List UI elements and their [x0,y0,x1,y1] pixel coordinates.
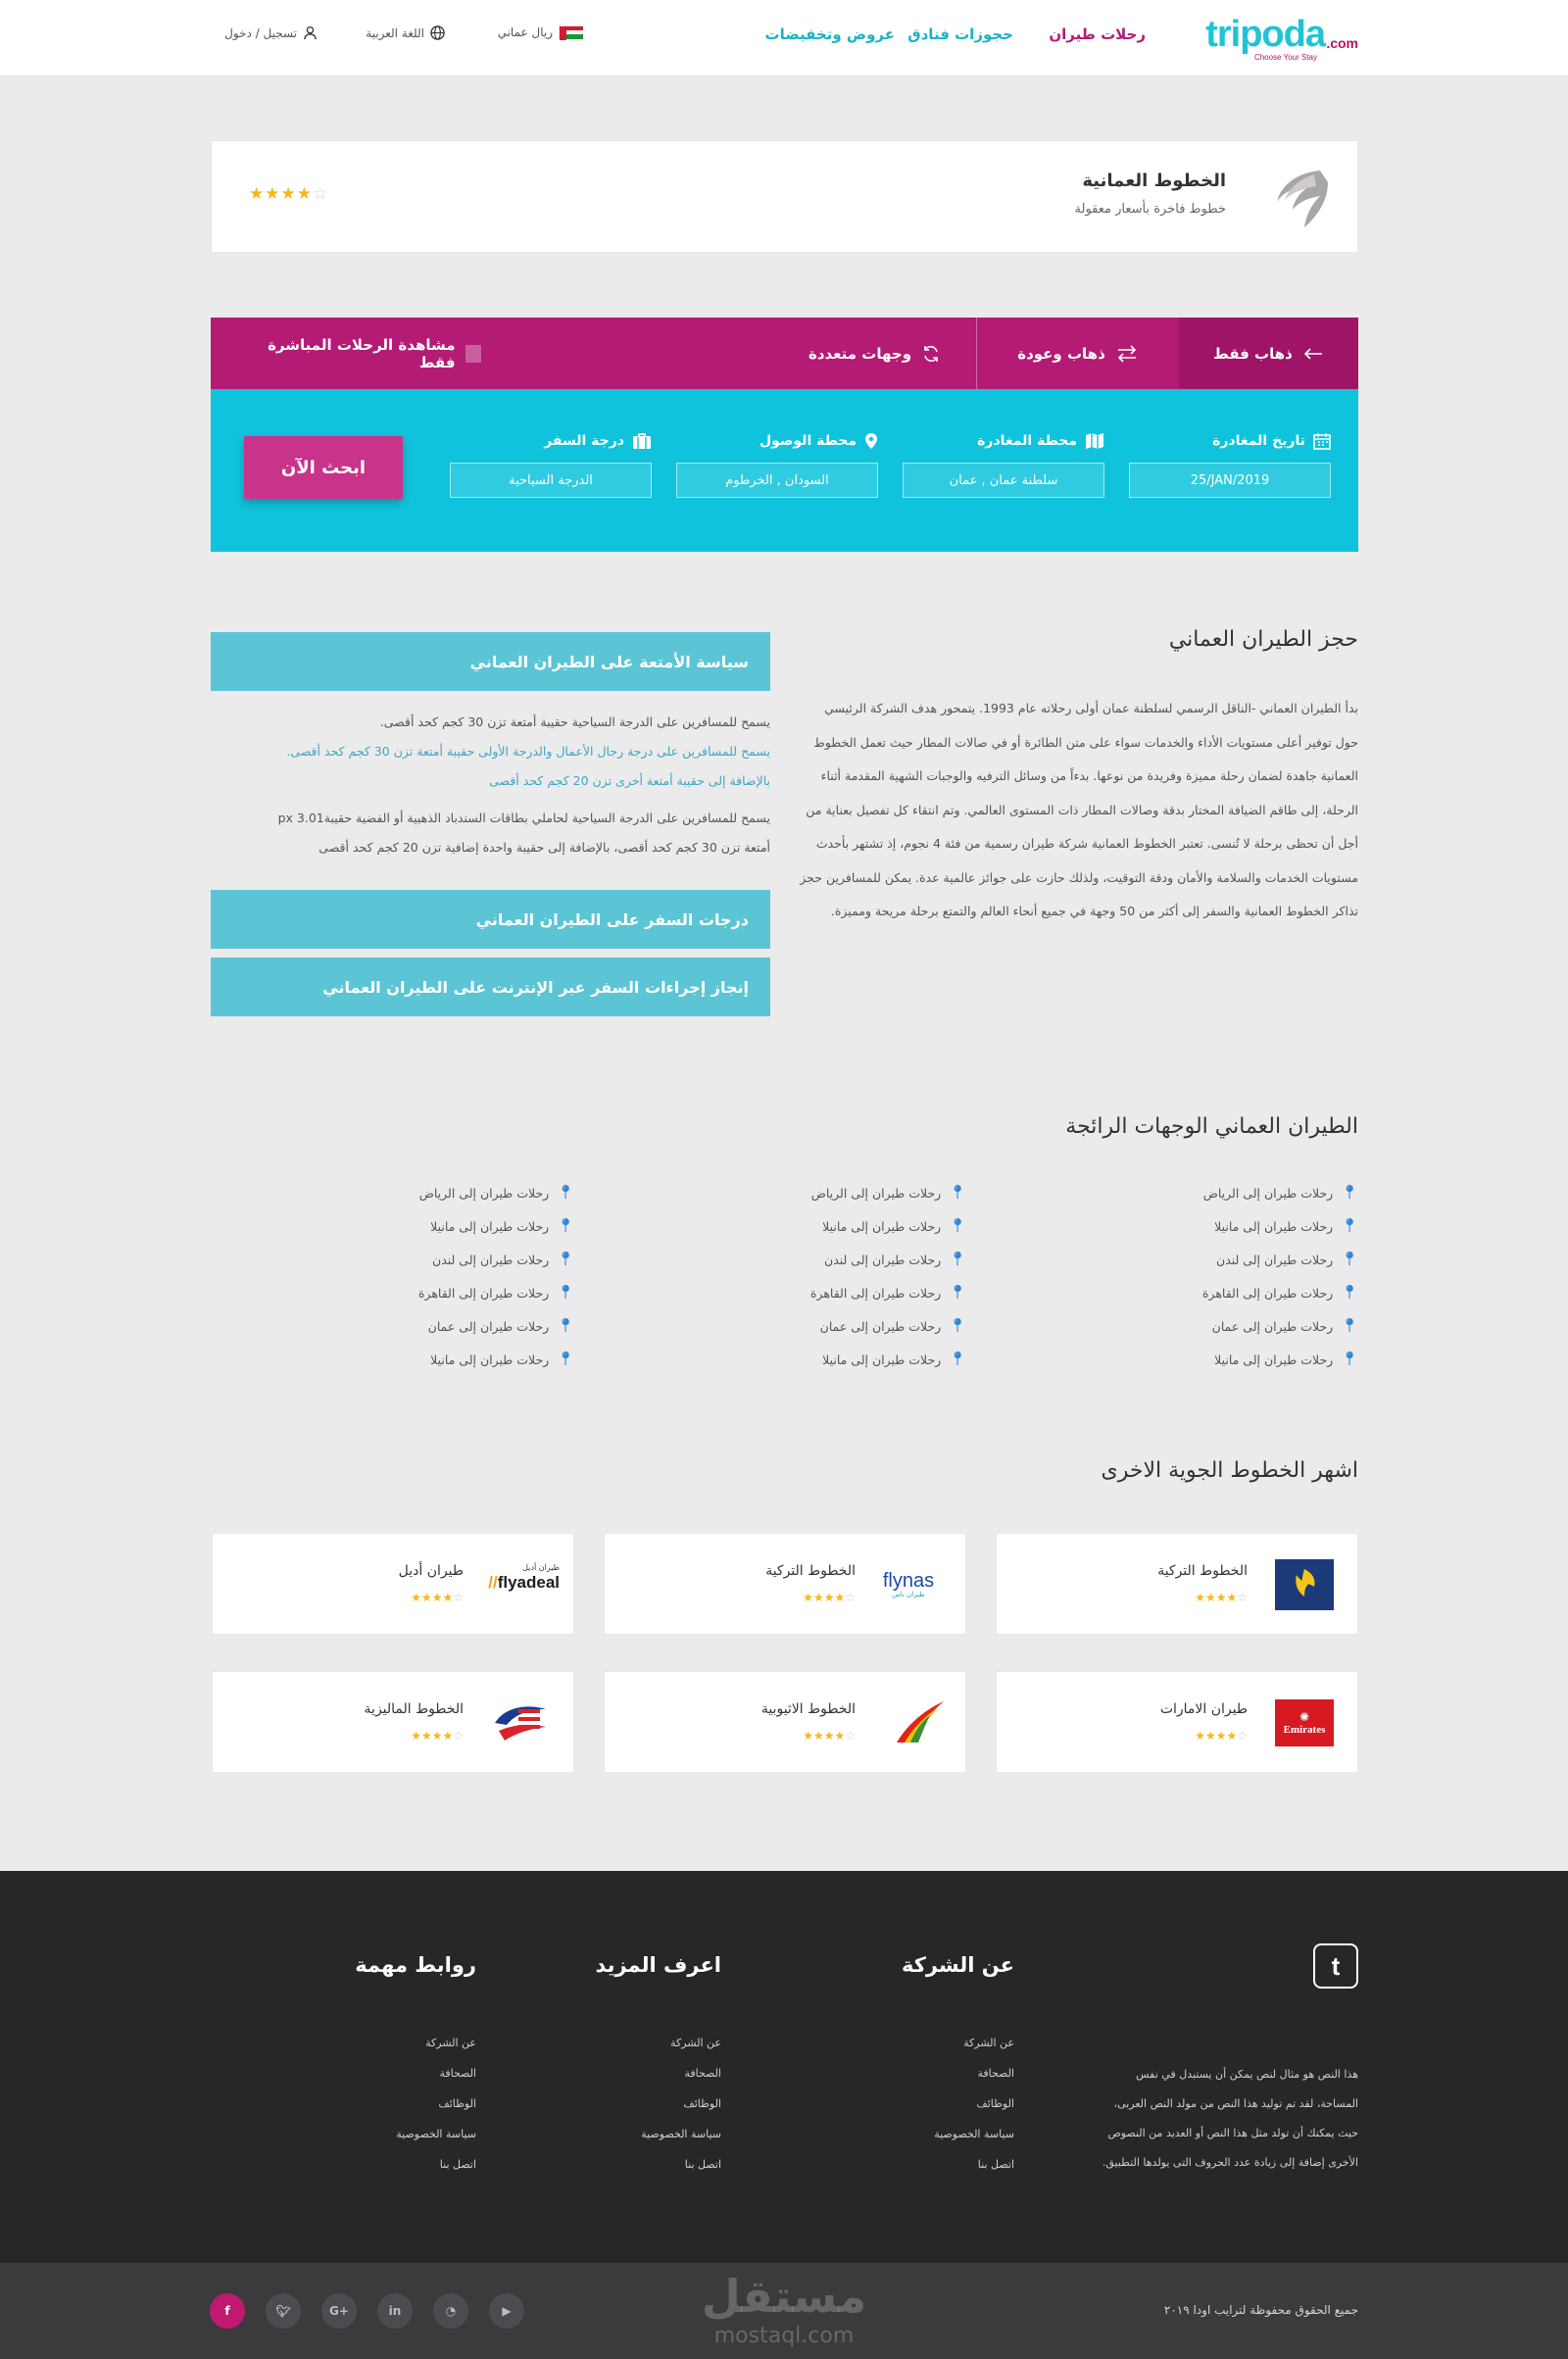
about-title: حجز الطيران العماني [1168,627,1358,652]
location-pin-icon [864,432,878,450]
travel-classes-bar[interactable]: درجات السفر على الطيران العماني [211,890,770,949]
oman-air-logo [1259,165,1334,233]
destination-link[interactable]: 📍︎ رحلات طيران إلى الرياض [1202,1185,1358,1201]
site-footer [0,1871,1568,2263]
destinations-title: الطيران العماني الوجهات الرائجة [1065,1114,1358,1139]
ethiopian-logo [883,1697,946,1748]
airline-card-rating: ★★★★☆ [803,1729,856,1743]
footer-link[interactable]: عن الشركة [425,2037,476,2049]
location-pin-icon: 📍︎ [949,1218,966,1234]
facebook-icon[interactable]: f [210,2293,245,2329]
other-airlines-title: اشهر الخطوط الجوية الاخرى [1101,1458,1358,1483]
location-pin-icon: 📍︎ [949,1185,966,1201]
globe-icon [430,25,445,40]
round-trip-icon [1115,345,1139,363]
flyadeal-logo: طيران أديل //flyadeal [488,1563,560,1592]
departure-date-label: تاريخ المغادرة [1129,432,1331,450]
departure-date-input[interactable]: 25/JAN/2019 [1129,463,1331,498]
destination-link[interactable]: 📍︎ رحلات طيران إلى مانيلا [430,1218,574,1234]
footer-logo-icon: t [1313,1943,1358,1989]
policy-line-1: يسمح للمسافرين على الدرجة السياحية حقيبة أمتعة تزن 30 كجم كحد أقصى. [379,714,770,729]
policy-line-5: أمتعة تزن 30 كجم كحد أقصى، بالإضافة إلى حقيبة واحدة إضافية تزن 20 كجم كحد أقصى [318,840,770,855]
social-links [210,2293,524,2329]
footer-link[interactable]: اتصل بنا [439,2158,476,2171]
tab-round-trip[interactable]: ذهاب وعودة [976,318,1179,389]
airline-card-rating: ★★★★☆ [1195,1591,1248,1604]
destination-link[interactable]: 📍︎ رحلات طيران إلى عمان [427,1318,574,1334]
currency-selector[interactable]: ريال عماني [498,25,582,39]
location-pin-icon: 📍︎ [1341,1252,1358,1267]
airline-card-name: طيران أديل [398,1563,464,1579]
airline-card-name: الخطوط التركية [1157,1563,1248,1579]
location-pin-icon: 📍︎ [1341,1185,1358,1201]
destination-link[interactable]: 📍︎ رحلات طيران إلى مانيلا [1214,1218,1358,1234]
destinations-col-1 [1064,1176,1358,1376]
travel-class-label: درجة السفر [450,432,652,450]
footer-col-company-links [934,2028,1014,2180]
twitter-icon[interactable]: 🐦︎ [266,2293,301,2329]
footer-col-important-links [396,2028,476,2180]
airline-summary-card [211,140,1358,253]
footer-about-text: هذا النص هو مثال لنص يمكن أن يستبدل في نفس المساحة، لقد تم توليد هذا النص من مولد النص العربى، حيث يمكنك أن تولد مثل هذا النص أو العديد من النصوص الأخرى إضافة إلى زيادة عدد الحروف التى يولدها التطبيق. [1102,2068,1358,2169]
language-selector[interactable]: اللغة العربية [366,25,445,40]
policy-line-2: يسمح للمسافرين على درجة رجال الأعمال والدرجة الأولى حقيبة أمتعة تزن 30 كجم كحد أقصى. [286,744,770,759]
destination-link[interactable]: 📍︎ رحلات طيران إلى الرياض [418,1185,574,1201]
footer-link[interactable]: الصحافة [439,2067,476,2080]
footer-col-more-links [641,2028,721,2180]
online-checkin-bar[interactable]: إنجاز إجراءات السفر عبر الإنترنت على الطيران العماني [211,958,770,1016]
location-pin-icon: 📍︎ [1341,1218,1358,1234]
airline-card[interactable] [212,1671,574,1773]
flynas-logo: flynas طيران ناس [882,1570,935,1598]
footer-link[interactable]: عن الشركة [670,2037,721,2049]
footer-link[interactable]: سياسة الخصوصية [641,2128,721,2140]
baggage-policy-bar[interactable]: سياسة الأمتعة على الطيران العماني [211,632,770,691]
location-pin-icon: 📍︎ [557,1185,574,1201]
location-pin-icon: 📍︎ [1341,1352,1358,1367]
destination-link[interactable]: 📍︎ رحلات طيران إلى مانيلا [430,1352,574,1367]
footer-link[interactable]: سياسة الخصوصية [934,2128,1014,2140]
nav-offers[interactable]: عروض وتخفيضات [764,25,895,43]
arrow-right-icon [1302,347,1324,361]
location-pin-icon: 📍︎ [949,1318,966,1334]
destination-link[interactable]: 📍︎ رحلات طيران إلى القاهرة [809,1285,966,1301]
airline-card-name: طيران الامارات [1159,1701,1248,1717]
malaysia-logo [489,1697,552,1748]
direct-flights-checkbox[interactable]: مشاهدة الرحلات المباشرة فقط [246,318,481,389]
map-icon [1085,432,1104,450]
nav-flights[interactable]: رحلات طيران [1049,25,1146,43]
airline-card[interactable] [996,1533,1358,1635]
destination-link[interactable]: 📍︎ رحلات طيران إلى الرياض [810,1185,966,1201]
location-pin-icon: 📍︎ [1341,1285,1358,1301]
tab-one-way[interactable]: ذهاب فقط [1179,318,1358,389]
google-plus-icon[interactable]: G+ [321,2293,357,2329]
destination-link[interactable]: 📍︎ رحلات طيران إلى لندن [1216,1252,1358,1267]
airline-card-rating: ★★★★☆ [411,1729,464,1743]
nav-hotels[interactable]: حجوزات فنادق [907,25,1013,43]
site-header [0,0,1568,76]
destination-link[interactable]: 📍︎ رحلات طيران إلى عمان [819,1318,966,1334]
footer-link[interactable]: اتصل بنا [684,2158,721,2171]
airline-card-name: الخطوط التركية [765,1563,856,1579]
airline-rating: ★★★★☆ [249,184,329,204]
destination-link[interactable]: 📍︎ رحلات طيران إلى مانيلا [822,1352,966,1367]
departure-station-input[interactable]: سلطنة عمان , عمان [903,463,1104,498]
checkbox-box[interactable] [466,345,481,363]
footer-col-more-title: اعرف المزيد [595,1953,721,1977]
airline-card[interactable] [604,1671,966,1773]
airline-card-rating: ★★★★☆ [803,1591,856,1604]
location-pin-icon: 📍︎ [1341,1318,1358,1334]
destination-link[interactable]: 📍︎ رحلات طيران إلى مانيلا [822,1218,966,1234]
location-pin-icon: 📍︎ [557,1252,574,1267]
briefcase-icon [632,432,652,450]
search-form [211,389,1358,552]
destinations-col-3 [280,1176,574,1376]
location-pin-icon: 📍︎ [557,1318,574,1334]
airline-card-name: الخطوط الماليزية [364,1701,464,1717]
footer-link[interactable]: الوظائف [976,2097,1014,2110]
footer-link[interactable]: عن الشركة [963,2037,1014,2049]
travel-class-select[interactable]: الدرجة السياحية [450,463,652,498]
arrival-station-input[interactable]: السودان , الخرطوم [676,463,878,498]
airline-card-rating: ★★★★☆ [411,1591,464,1604]
destination-link[interactable]: 📍︎ رحلات طيران إلى القاهرة [1201,1285,1358,1301]
footer-bottom-bar [0,2263,1568,2359]
tripoda-logo[interactable]: tripoda .com Choose Your Stay [1205,14,1358,62]
policy-line-4: يسمح للمسافرين على الدرجة السياحية لحاملي بطاقات السندباد الذهبية أو الفضية حقيبة3.01 px [277,811,770,825]
tab-multi-city[interactable]: وجهات متعددة [773,318,976,389]
destination-link[interactable]: 📍︎ رحلات طيران إلى لندن [432,1252,574,1267]
rss-icon[interactable]: ◔ [433,2293,468,2329]
footer-link[interactable]: اتصل بنا [977,2158,1014,2171]
user-icon [303,25,318,40]
policy-line-3: بالإضافة إلى حقيبة أمتعة أخرى تزن 20 كجم كحد أقصى [489,773,770,788]
calendar-icon [1313,432,1331,450]
airline-card[interactable] [212,1533,574,1635]
footer-col-links-title: روابط مهمة [355,1953,476,1977]
location-pin-icon: 📍︎ [557,1285,574,1301]
copyright: جميع الحقوق محفوظة لترايب اودا ٢٠١٩ [1163,2303,1358,2317]
youtube-icon[interactable]: ▶ [489,2293,524,2329]
location-pin-icon: 📍︎ [949,1252,966,1267]
footer-link[interactable]: الوظائف [683,2097,721,2110]
destination-link[interactable]: 📍︎ رحلات طيران إلى عمان [1211,1318,1358,1334]
login-link[interactable]: تسجيل / دخول [224,25,318,40]
oman-flag-icon [559,25,582,39]
airline-name: الخطوط العمانية [1082,171,1226,191]
search-now-button[interactable]: ابحث الآن [244,436,403,499]
watermark: مستقل mostaql.com [701,2270,867,2348]
footer-link[interactable]: سياسة الخصوصية [396,2128,476,2140]
airline-card[interactable] [604,1533,966,1635]
airline-card[interactable] [996,1671,1358,1773]
arrival-station-label: محطة الوصول [676,432,878,450]
location-pin-icon: 📍︎ [949,1352,966,1367]
linkedin-icon[interactable]: in [377,2293,413,2329]
airline-card-name: الخطوط الاثيوبية [760,1701,856,1717]
footer-col-company-title: عن الشركة [901,1953,1014,1977]
location-pin-icon: 📍︎ [557,1352,574,1367]
footer-link[interactable]: الصحافة [684,2067,721,2080]
destination-link[interactable]: 📍︎ رحلات طيران إلى لندن [824,1252,966,1267]
destination-link[interactable]: 📍︎ رحلات طيران إلى مانيلا [1214,1352,1358,1367]
emirates-logo: ✺ Emirates [1275,1699,1334,1746]
about-text: بدأ الطيران العماني -الناقل الرسمي لسلطنة عمان أولى رحلاته عام 1993. يتمحور هدف الشركة الرئيسي حول توفير أعلى مستويات الأداء والخدمات سواء على متن الطائرة أو في صالات المطار حيث تعمل الخطوط العمانية جاهدة لضمان رحلة مميزة وفريدة من نوعها. بدءاً من وسائل الترفيه والوجبات الشهية المقدمة أثناء الرحلة، إلى طاقم الضيافة المختار بدقة وصالات المطار ذات المستوى العالمي. وتم انتقاء كل تفصيل بعناية من أجل أن تحظى برحلة لا تُنسى. تعتبر الخطوط العمانية شركة طيران رسمية من فئة 4 نجوم، إذ تشتهر بأحدث مستويات الخدمات والسلامة والأمان ودقة التوقيت، ولذلك حازت على جوائز عالمية عدة. يمكن للمسافرين حجز تذاكر الخطوط العمانية والسفر إلى أكثر من 50 وجهة في جميع أنحاء العالم والتمتع برحلة مريحة ومميزة. [800,701,1358,918]
footer-link[interactable]: الوظائف [438,2097,476,2110]
airline-tagline: خطوط فاخرة بأسعار معقولة [1074,202,1226,217]
ryanair-logo [1275,1559,1334,1610]
departure-station-label: محطة المغادرة [903,432,1104,450]
destinations-col-2 [672,1176,966,1376]
search-tabs [211,318,1358,389]
location-pin-icon: 📍︎ [557,1218,574,1234]
airline-card-rating: ★★★★☆ [1195,1729,1248,1743]
footer-link[interactable]: الصحافة [977,2067,1014,2080]
refresh-icon [921,344,941,364]
destination-link[interactable]: 📍︎ رحلات طيران إلى القاهرة [417,1285,574,1301]
location-pin-icon: 📍︎ [949,1285,966,1301]
